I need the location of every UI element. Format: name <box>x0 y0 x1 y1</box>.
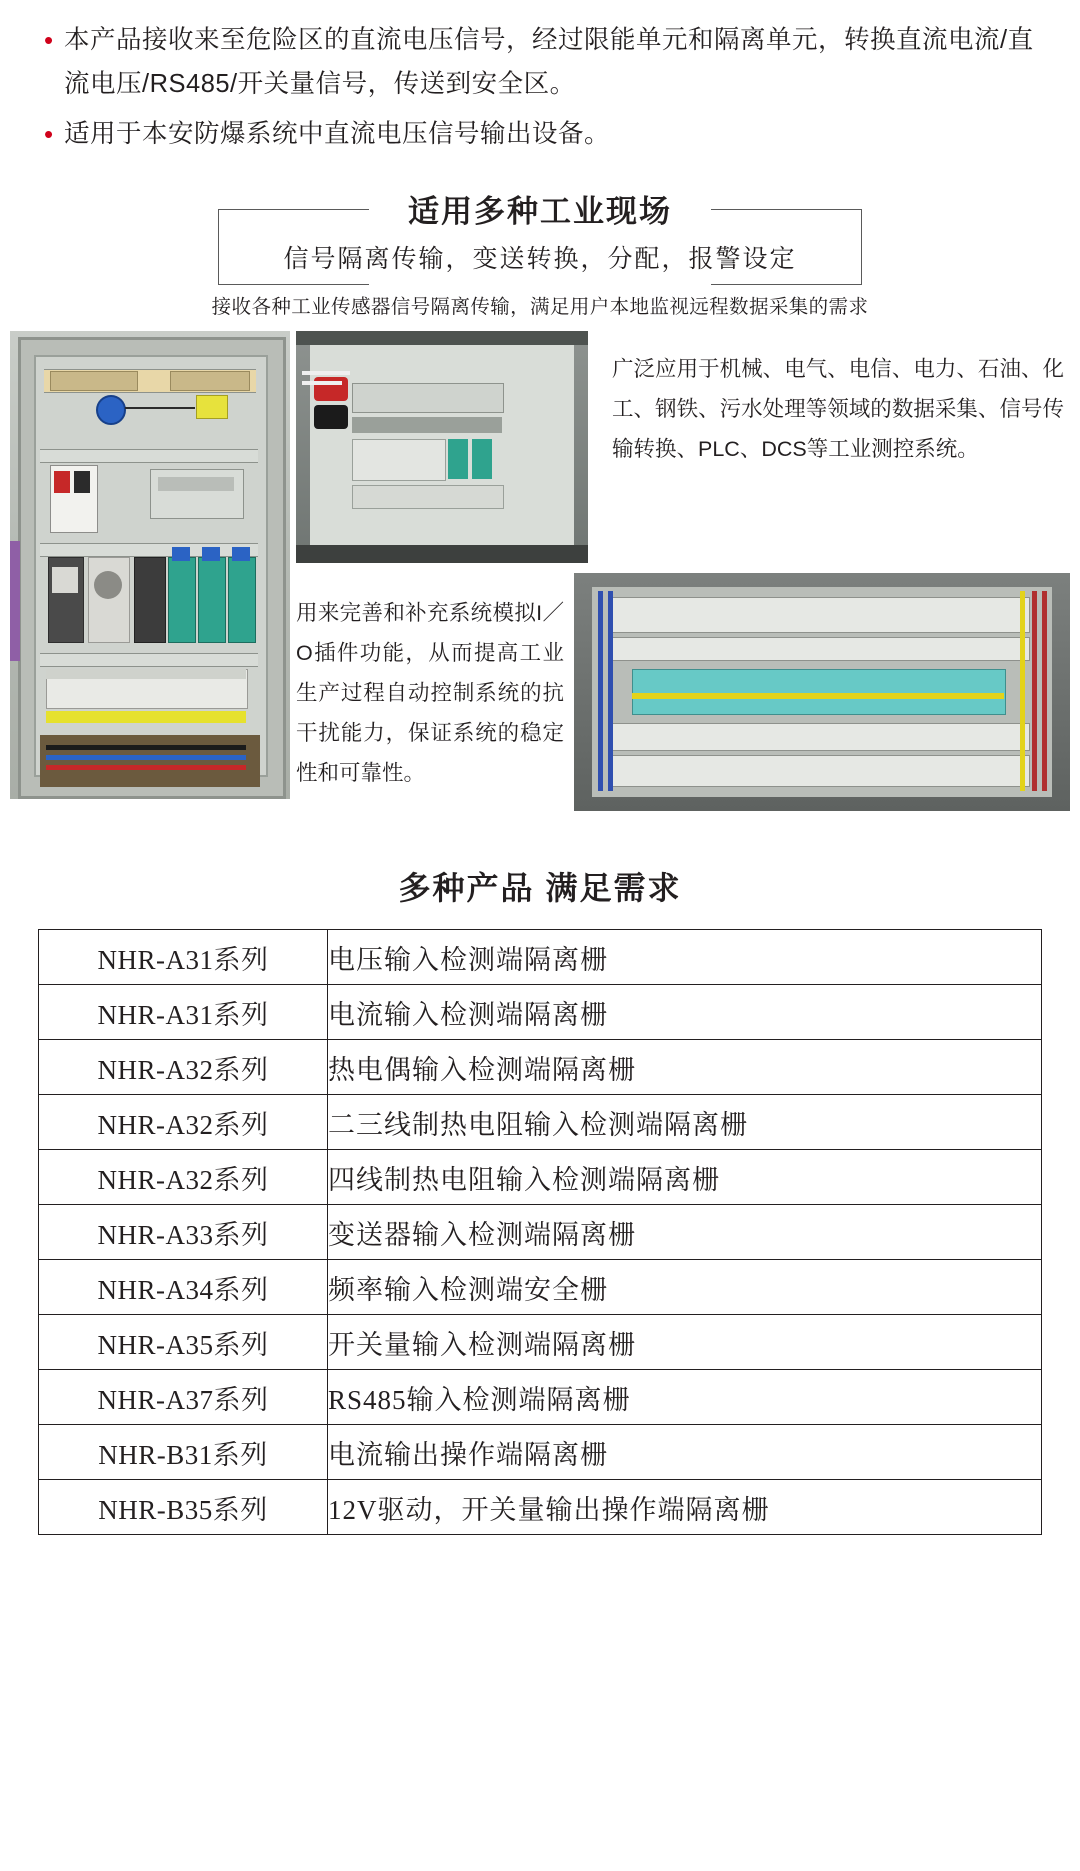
table-row <box>39 1480 1042 1535</box>
table-row <box>39 1260 1042 1315</box>
product-model: NHR-A32系列 <box>39 1040 328 1095</box>
product-desc: RS485输入检测端隔离栅 <box>328 1370 1042 1425</box>
bullet-text: 本产品接收来至危险区的直流电压信号，经过限能单元和隔离单元，转换直流电流/直流电压/RS485/开关量信号，传送到安全区。 <box>64 26 1034 98</box>
terminal-wiring-photo <box>574 573 1070 811</box>
product-model: NHR-A31系列 <box>39 985 328 1040</box>
bullet-dot-icon: • <box>44 25 54 55</box>
system-supplement-paragraph: 用来完善和补充系统模拟I／O插件功能，从而提高工业生产过程自动控制系统的抗干扰能力，保证系统的稳定性和可靠性。 <box>296 601 564 785</box>
product-desc: 开关量输入检测端隔离栅 <box>328 1315 1042 1370</box>
product-desc: 频率输入检测端安全栅 <box>328 1260 1042 1315</box>
bullet-dot-icon: • <box>44 119 54 149</box>
scene-subtitle: 信号隔离传输，变送转换，分配，报警设定 <box>283 246 797 273</box>
product-desc: 电压输入检测端隔离栅 <box>328 930 1042 985</box>
product-model: NHR-B35系列 <box>39 1480 328 1535</box>
product-desc: 12V驱动，开关量输出操作端隔离栅 <box>328 1480 1042 1535</box>
table-row <box>39 1040 1042 1095</box>
product-desc: 热电偶输入检测端隔离栅 <box>328 1040 1042 1095</box>
products-table <box>38 929 1042 1535</box>
product-desc: 二三线制热电阻输入检测端隔离栅 <box>328 1095 1042 1150</box>
product-model: NHR-A31系列 <box>39 930 328 985</box>
cabinet-photo <box>10 331 290 799</box>
table-row <box>39 1370 1042 1425</box>
scene-title: 适用多种工业现场 <box>382 186 698 231</box>
product-model: NHR-A32系列 <box>39 1150 328 1205</box>
product-desc: 四线制热电阻输入检测端隔离栅 <box>328 1150 1042 1205</box>
product-model: NHR-A32系列 <box>39 1095 328 1150</box>
scene-section-header <box>0 186 1080 319</box>
table-row <box>39 1150 1042 1205</box>
table-row <box>39 1095 1042 1150</box>
scene-description: 接收各种工业传感器信号隔离传输，满足用户本地监视远程数据采集的需求 <box>211 296 869 318</box>
table-row <box>39 985 1042 1040</box>
application-fields-paragraph: 广泛应用于机械、电气、电信、电力、石油、化工、钢铁、污水处理等领域的数据采集、信号传输转换、PLC、DCS等工业测控系统。 <box>612 357 1064 461</box>
table-row <box>39 1205 1042 1260</box>
table-row <box>39 1425 1042 1480</box>
photo-collage <box>0 331 1080 811</box>
products-heading: 多种产品 满足需求 <box>398 870 682 906</box>
intro-bullet-list <box>0 0 1080 156</box>
list-item <box>44 18 1040 106</box>
product-desc: 电流输入检测端隔离栅 <box>328 985 1042 1040</box>
product-model: NHR-A37系列 <box>39 1370 328 1425</box>
product-model: NHR-B31系列 <box>39 1425 328 1480</box>
table-row <box>39 1315 1042 1370</box>
product-desc: 变送器输入检测端隔离栅 <box>328 1205 1042 1260</box>
product-model: NHR-A33系列 <box>39 1205 328 1260</box>
product-desc: 电流输出操作端隔离栅 <box>328 1425 1042 1480</box>
bullet-text: 适用于本安防爆系统中直流电压信号输出设备。 <box>64 120 611 148</box>
product-model: NHR-A34系列 <box>39 1260 328 1315</box>
product-model: NHR-A35系列 <box>39 1315 328 1370</box>
control-panel-photo <box>296 331 588 563</box>
table-row <box>39 930 1042 985</box>
list-item <box>44 112 1040 156</box>
